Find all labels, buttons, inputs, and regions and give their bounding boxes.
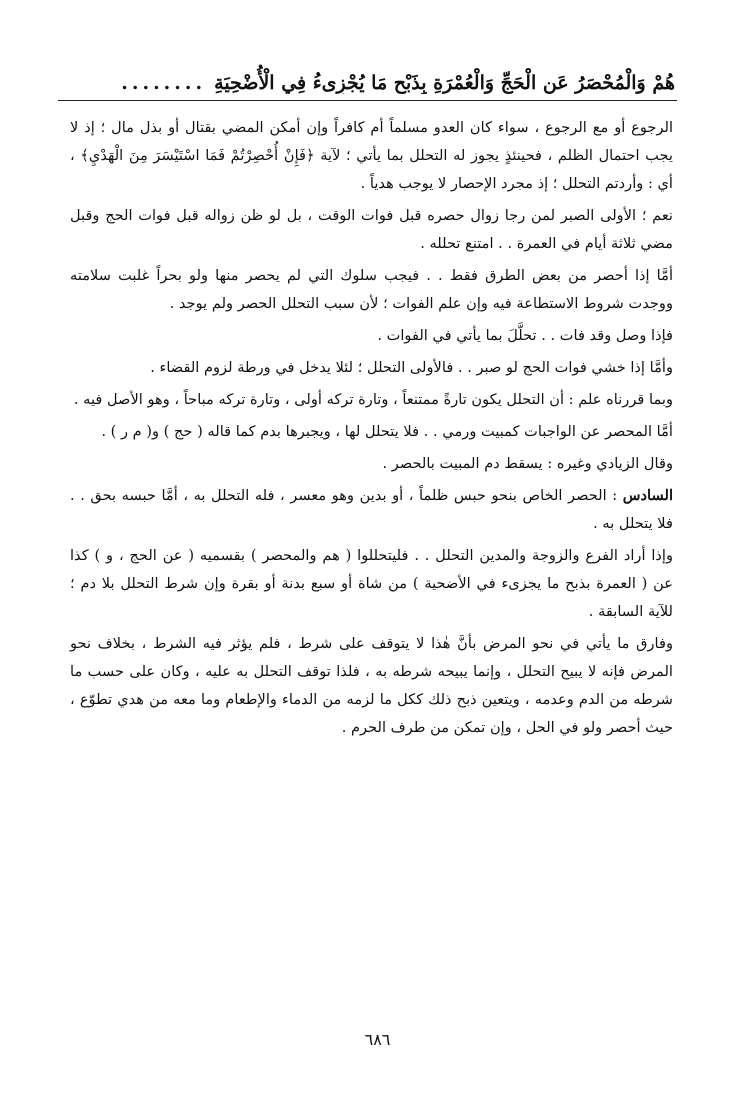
page-number: ٦٨٦ <box>364 1030 391 1049</box>
paragraph: وقال الزيادي وغيره : يسقط دم المبيت بالحصر . <box>382 455 673 472</box>
paragraph: أمَّا إذا أحصر من بعض الطرق فقط . . فيجب سلوك التي لم يحصر منها ولو بحراً غلبت سلامته ووجدت شروط الاستطاعة فيه وإن علم الفوات ؛ لأن سبب التحلل الحصر ولم يوجد . <box>70 267 673 312</box>
paragraph: وبما قررناه علم : أن التحلل يكون تارةً ممتنعاً ، وتارة تركه أولى ، وتارة تركه مباحاً ، وهو الأصل فيه . <box>73 391 673 408</box>
header-rule <box>58 100 677 101</box>
running-header <box>60 52 675 94</box>
paragraph: فإذا وصل وقد فات . . تحلَّلَ بما يأتي في الفوات . <box>377 327 673 344</box>
paragraph: نعم ؛ الأولى الصبر لمن رجا زوال حصره قبل فوات الوقت ، بل لو ظن زواله قبل فوات الحج وقبل مضي ثلاثة أيام في العمرة . . امتنع تحلله . <box>70 207 673 252</box>
paragraph <box>70 482 673 538</box>
paragraph: أمَّا المحصر عن الواجبات كمبيت ورمي . . فلا يتحلل لها ، ويجبرها بدم كما قاله ( حج ) و( م ر ) . <box>101 423 673 440</box>
paragraph: الرجوع أو مع الرجوع ، سواء كان العدو مسلماً أم كافراً وإن أمكن المضي بقتال أو بذل مال ؛ إذ لا يجب احتمال الظلم ، فحينئذٍ يجوز له التحلل بما يأتي ؛ لآية ﴿فَإِنْ أُحْصِرْتُمْ فَمَا اسْتَيْسَرَ مِنَ الْهَدْيِ﴾ ، أي : وأردتم التحلل ؛ إذ مجرد الإحصار لا يوجب هدياً . <box>70 119 673 192</box>
paragraph: وأمَّا إذا خشي فوات الحج لو صبر . . فالأولى التحلل ؛ لئلا يدخل في ورطة لزوم القضاء . <box>150 359 673 376</box>
paragraph-text: : الحصر الخاص بنحو حبس ظلماً ، أو بدين وهو معسر ، فله التحلل به ، أمَّا حبسه بحق . . فلا يتحلل به . <box>70 487 673 532</box>
body-text <box>70 114 673 1014</box>
header-dots: ........ <box>121 72 207 94</box>
paragraph: وفارق ما يأتي في نحو المرض بأنَّ هٰذا لا يتوقف على شرط ، فلم يؤثر فيه الشرط ، بخلاف نحو المرض فإنه لا يبيح التحلل ، وإنما يبيحه شرطه به ، فلذا توقف التحلل به عليه ، وكان على حسب ما شرطه من الدم وعدمه ، ويتعين ذبح ذلك ككل ما لزمه من الدماء والإطعام وما معه من هدي تطوّع ، حيث أحصر ولو في الحل ، وإن تمكن من طرف الحرم . <box>70 635 673 736</box>
section-label: السادس <box>622 487 673 504</box>
paragraph: وإذا أراد الفرع والزوجة والمدين التحلل . . فليتحللوا ( هم والمحصر ) بقسميه ( عن الحج ، و ) كذا عن ( العمرة بذبح ما يجزىء في الأضحية ) من شاة أو سبع بدنة أو بقرة وإن شرط التحلل بلا دم ؛ للآية السابقة . <box>70 547 673 620</box>
header-title: هُمْ وَالْمُحْصَرُ عَنِ الْحَجِّ وَالْعُمْرَةِ بِذَبْحِ مَا يُجْزِىءُ فِي الْأُضْحِيَةِ <box>214 72 675 94</box>
